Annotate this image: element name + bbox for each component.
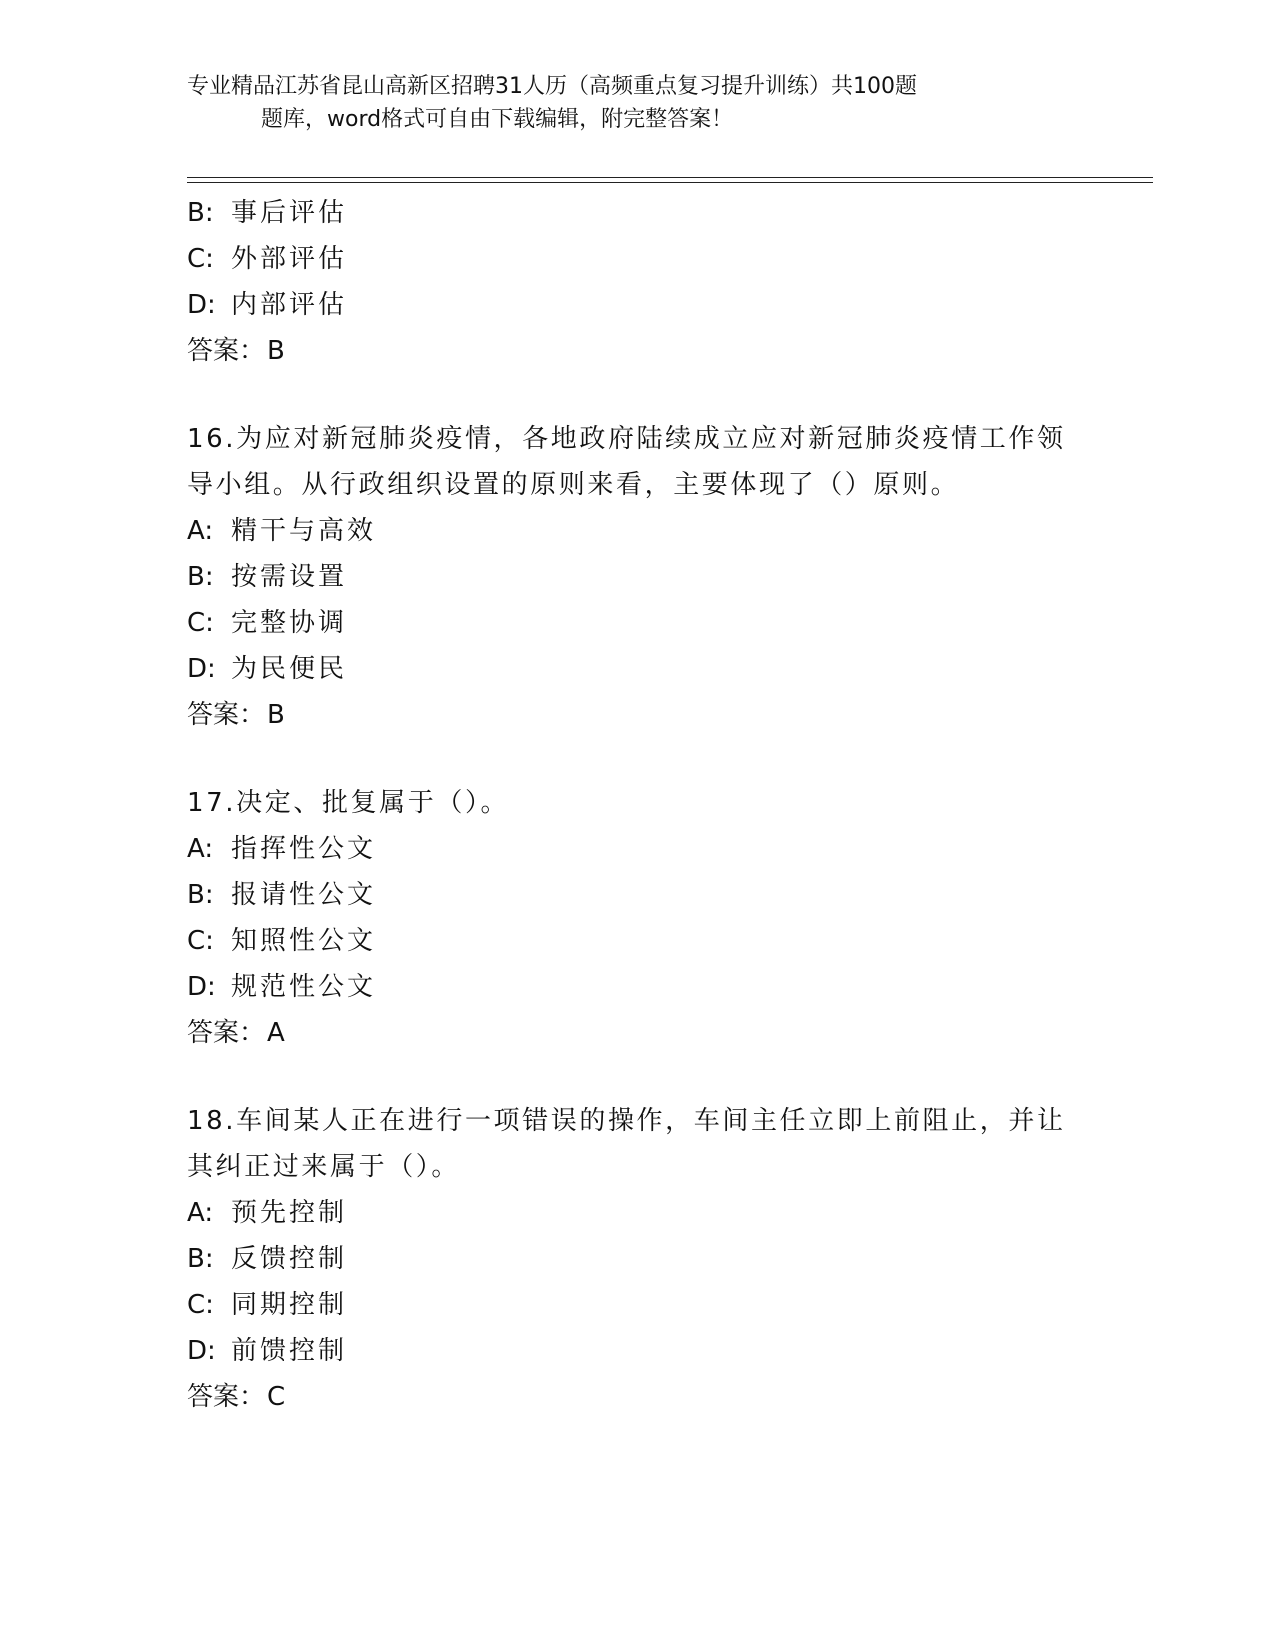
option-a — [187, 826, 1087, 872]
option-key: C: — [187, 926, 214, 956]
option-key: D: — [187, 290, 216, 320]
option-c — [187, 600, 1087, 646]
option-text: 知照性公文 — [231, 926, 377, 956]
option-key: A: — [187, 516, 214, 546]
option-b — [187, 1236, 1087, 1282]
header-title-line-1: 专业精品江苏省昆山高新区招聘31人历（高频重点复习提升训练）共100题 — [187, 74, 917, 99]
question-15-continued — [187, 190, 1087, 374]
option-d — [187, 282, 1087, 328]
answer-label: 答案： — [187, 700, 266, 730]
option-text: 完整协调 — [231, 608, 348, 638]
option-key: B: — [187, 198, 214, 228]
answer-value: B — [267, 336, 285, 366]
option-d — [187, 646, 1087, 692]
answer-value: A — [267, 1018, 285, 1048]
option-text: 规范性公文 — [231, 972, 377, 1002]
option-text: 事后评估 — [231, 198, 348, 228]
question-content — [187, 190, 1087, 1420]
option-b — [187, 190, 1087, 236]
answer-value: C — [267, 1382, 286, 1412]
option-text: 指挥性公文 — [231, 834, 377, 864]
answer-line — [187, 328, 1087, 374]
option-text: 为民便民 — [231, 654, 348, 684]
answer-line — [187, 692, 1087, 738]
option-text: 预先控制 — [231, 1198, 348, 1228]
option-key: C: — [187, 608, 214, 638]
question-text-line: 17.决定、批复属于（）。 — [187, 788, 510, 818]
question-text-line: 18.车间某人正在进行一项错误的操作，车间主任立即上前阻止，并让 — [187, 1106, 1066, 1136]
option-key: C: — [187, 244, 214, 274]
option-text: 前馈控制 — [231, 1336, 348, 1366]
question-17 — [187, 780, 1087, 1056]
question-text-line: 导小组。从行政组织设置的原则来看，主要体现了（）原则。 — [187, 470, 960, 500]
answer-label: 答案： — [187, 336, 266, 366]
option-text: 反馈控制 — [231, 1244, 348, 1274]
option-b — [187, 554, 1087, 600]
option-b — [187, 872, 1087, 918]
answer-line — [187, 1010, 1087, 1056]
option-c — [187, 918, 1087, 964]
option-key: D: — [187, 654, 216, 684]
option-text: 精干与高效 — [231, 516, 377, 546]
option-key: B: — [187, 880, 214, 910]
option-text: 外部评估 — [231, 244, 348, 274]
question-16 — [187, 416, 1087, 738]
answer-label: 答案： — [187, 1382, 266, 1412]
option-a — [187, 1190, 1087, 1236]
header-rule-bottom — [187, 182, 1153, 183]
document-header — [187, 70, 1067, 136]
option-text: 内部评估 — [231, 290, 348, 320]
option-a — [187, 508, 1087, 554]
option-d — [187, 1328, 1087, 1374]
answer-value: B — [267, 700, 285, 730]
option-key: A: — [187, 834, 214, 864]
option-text: 按需设置 — [231, 562, 348, 592]
option-key: D: — [187, 1336, 216, 1366]
option-text: 报请性公文 — [231, 880, 377, 910]
header-title-line-2: 题库，word格式可自由下载编辑，附完整答案！ — [261, 107, 734, 132]
question-text-line: 其纠正过来属于（）。 — [187, 1152, 461, 1182]
option-c — [187, 236, 1087, 282]
option-d — [187, 964, 1087, 1010]
question-text-line: 16.为应对新冠肺炎疫情，各地政府陆续成立应对新冠肺炎疫情工作领 — [187, 424, 1066, 454]
option-text: 同期控制 — [231, 1290, 348, 1320]
option-key: B: — [187, 562, 214, 592]
answer-label: 答案： — [187, 1018, 266, 1048]
question-18 — [187, 1098, 1087, 1420]
header-rule-top — [187, 177, 1153, 178]
option-key: A: — [187, 1198, 214, 1228]
answer-line — [187, 1374, 1087, 1420]
option-c — [187, 1282, 1087, 1328]
option-key: B: — [187, 1244, 214, 1274]
option-key: C: — [187, 1290, 214, 1320]
option-key: D: — [187, 972, 216, 1002]
